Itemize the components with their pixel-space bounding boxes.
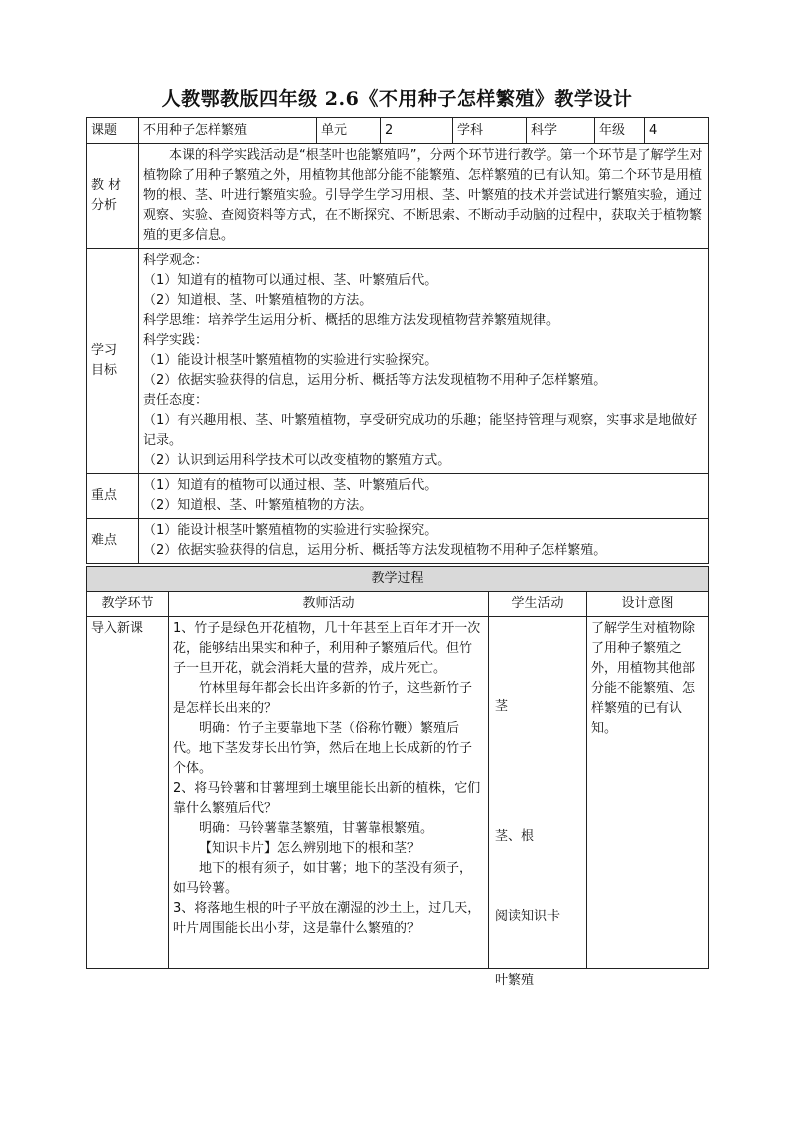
info-row — [87, 118, 709, 144]
objective-line: （1）有兴趣用根、茎、叶繁殖植物，享受研究成功的乐趣；能坚持管理与观察，实事求是地做好记录。 — [143, 413, 698, 448]
difficulties-content — [139, 519, 709, 564]
process-row — [87, 617, 709, 969]
column-intent: 设计意图 — [587, 592, 709, 617]
student-activity-item: 茎、根 — [495, 829, 535, 844]
difficulties-label: 难点 — [87, 519, 139, 564]
objectives-content — [139, 249, 709, 474]
teacher-activity-line: 明确：马铃薯靠茎繁殖，甘薯靠根繁殖。 — [199, 821, 434, 836]
teacher-activity-cell — [169, 617, 489, 969]
objectives-label — [87, 249, 139, 474]
difficulties-row — [87, 519, 709, 564]
column-stage: 教学环节 — [87, 592, 169, 617]
teacher-activity-line: 3、将落地生根的叶子平放在潮湿的沙土上，过几天，叶片周围能长出小芽，这是靠什么繁殖的？ — [173, 901, 481, 936]
analysis-label-line1: 教 材 — [91, 178, 122, 193]
key-points-content — [139, 474, 709, 519]
objectives-label-line1: 学习 — [91, 343, 118, 358]
lesson-info-table — [86, 117, 709, 564]
column-teacher: 教师活动 — [169, 592, 489, 617]
difficulty-line: （1）能设计根茎叶繁殖植物的实验进行实验探究。 — [143, 523, 438, 538]
objectives-row — [87, 249, 709, 474]
objective-line: （2）知道根、茎、叶繁殖植物的方法。 — [143, 293, 373, 308]
teacher-activity-line: 竹林里每年都会长出许多新的竹子，这些新竹子是怎样长出来的？ — [173, 681, 473, 716]
objective-line: 科学观念： — [143, 253, 209, 268]
unit-label: 单元 — [317, 118, 381, 144]
teaching-process-table — [86, 566, 709, 988]
unit-value: 2 — [381, 118, 453, 144]
objective-line: 科学实践： — [143, 333, 209, 348]
analysis-row — [87, 144, 709, 249]
teacher-activity-line: 2、将马铃薯和甘薯埋到土壤里能长出新的植株，它们靠什么繁殖后代？ — [173, 781, 481, 816]
topic-label: 课题 — [87, 118, 139, 144]
analysis-label-line2: 分析 — [91, 198, 118, 213]
document-title: 人教鄂教版四年级 2.6《不用种子怎样繁殖》教学设计 — [161, 88, 633, 110]
objective-line: （2）依据实验获得的信息，运用分析、概括等方法发现植物不用种子怎样繁殖。 — [143, 373, 607, 388]
teacher-activity-line: 明确：竹子主要靠地下茎（俗称竹鞭）繁殖后代。地下茎发芽长出竹笋，然后在地上长成新的竹子个体。 — [173, 721, 473, 776]
objectives-label-line2: 目标 — [91, 363, 118, 378]
grade-value: 4 — [645, 118, 709, 144]
student-activity-item: 叶繁殖 — [495, 973, 535, 988]
teacher-activity-line: 【知识卡片】怎么辨别地下的根和茎？ — [199, 841, 421, 856]
student-activity-item: 阅读知识卡 — [495, 909, 561, 924]
objective-line: 责任态度： — [143, 393, 209, 408]
student-activity-cell — [489, 617, 587, 988]
column-student: 学生活动 — [489, 592, 587, 617]
difficulty-line: （2）依据实验获得的信息，运用分析、概括等方法发现植物不用种子怎样繁殖。 — [143, 543, 607, 558]
design-intent-cell: 了解学生对植物除了用种子繁殖之外，用植物其他部分能不能繁殖、怎样繁殖的已有认知。 — [587, 617, 709, 969]
topic-value: 不用种子怎样繁殖 — [139, 118, 317, 144]
stage-cell: 导入新课 — [87, 617, 169, 969]
teacher-activity-line: 1、竹子是绿色开花植物，几十年甚至上百年才开一次花，能够结出果实和种子，利用种子繁殖后代。但竹子一旦开花，就会消耗大量的营养，成片死亡。 — [173, 621, 481, 676]
grade-label: 年级 — [595, 118, 645, 144]
key-points-row — [87, 474, 709, 519]
objective-line: 科学思维：培养学生运用分析、概括的思维方法发现植物营养繁殖规律。 — [143, 313, 560, 328]
process-header-row — [87, 567, 709, 592]
analysis-text: 本课的科学实践活动是“根茎叶也能繁殖吗”，分两个环节进行教学。第一个环节是了解学生对植物除了用种子繁殖之外，用植物其他部分能不能繁殖、怎样繁殖的已有认知。第二个环节是用植物的根、茎、叶进行繁殖实验。引导学生学习用根、茎、叶繁殖的技术并尝试进行繁殖实验，通过观察、实验、查阅资料等方式，在不断探究、不断思索、不断动手动脑的过程中，获取关于植物繁殖的更多信息。 — [139, 144, 709, 249]
analysis-label — [87, 144, 139, 249]
subject-value: 科学 — [527, 118, 595, 144]
process-columns-row — [87, 592, 709, 617]
objective-line: （1）知道有的植物可以通过根、茎、叶繁殖后代。 — [143, 273, 438, 288]
subject-label: 学科 — [453, 118, 527, 144]
objective-line: （1）能设计根茎叶繁殖植物的实验进行实验探究。 — [143, 353, 438, 368]
key-point-line: （2）知道根、茎、叶繁殖植物的方法。 — [143, 498, 373, 513]
teacher-activity-line: 地下的根有须子，如甘薯；地下的茎没有须子，如马铃薯。 — [173, 861, 473, 896]
process-header: 教学过程 — [87, 567, 709, 592]
key-points-label: 重点 — [87, 474, 139, 519]
key-point-line: （1）知道有的植物可以通过根、茎、叶繁殖后代。 — [143, 478, 438, 493]
objective-line: （2）认识到运用科学技术可以改变植物的繁殖方式。 — [143, 453, 451, 468]
student-activity-item: 茎 — [495, 699, 509, 714]
